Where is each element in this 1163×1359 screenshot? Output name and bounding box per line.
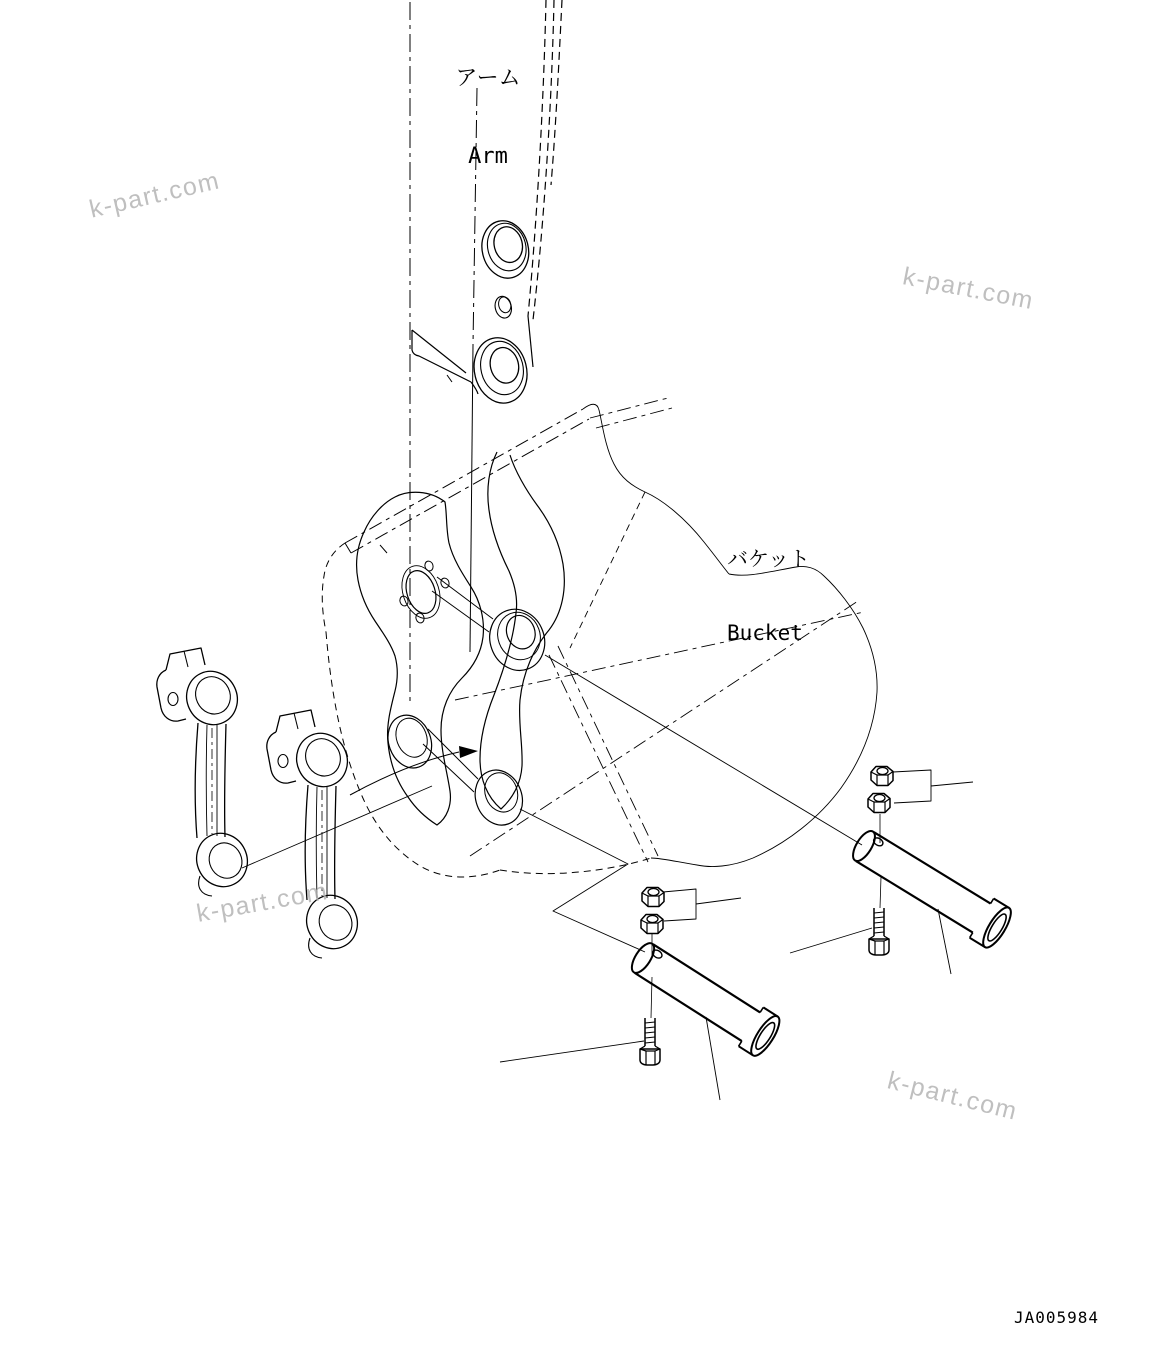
bolt-right	[869, 908, 889, 955]
arm-label-ja: アーム	[455, 65, 521, 91]
callout-leaders	[500, 770, 973, 1100]
watermark-top-right: k-part.com	[900, 262, 1037, 316]
nut-left-2	[641, 915, 663, 934]
arm-boss-upper	[476, 216, 535, 283]
watermark-top-left: k-part.com	[86, 166, 223, 224]
bucket-link-left	[157, 648, 256, 896]
bolt-right-leader	[790, 928, 872, 953]
arm-axis-line	[470, 345, 473, 652]
link-to-bracket-line	[242, 786, 432, 868]
assembly-arrow	[350, 746, 478, 795]
bracket-plate-front	[357, 492, 484, 825]
part-axis-lines	[651, 814, 881, 1018]
watermark-bottom-right: k-part.com	[884, 1066, 1021, 1126]
pin-right	[846, 822, 1016, 951]
boss-to-pin-left-zigzag	[520, 809, 645, 952]
nut-left-1	[642, 888, 664, 907]
bolt-left-leader	[500, 1041, 644, 1062]
bucket-link-right	[267, 710, 366, 958]
bracket-eye-rear-upper	[481, 601, 553, 678]
nut-right-2	[868, 794, 890, 813]
watermark-middle-left: k-part.com	[194, 877, 331, 928]
pin-left	[624, 935, 784, 1060]
nut-right-1	[871, 767, 893, 786]
bucket-label-ja: バケット	[727, 546, 810, 571]
arm-label-en: Arm	[468, 143, 508, 169]
arm-boss-lower	[467, 332, 533, 409]
bracket-plate-rear	[480, 452, 564, 809]
bracket-boss-front-lower	[381, 709, 439, 774]
drawing-number: JA005984	[1014, 1308, 1100, 1327]
pin-left-leader	[706, 1017, 720, 1100]
arm-label	[440, 14, 536, 222]
bucket-label	[727, 497, 847, 695]
nuts-callout-left	[663, 889, 741, 921]
arm-hole-small	[493, 295, 514, 320]
bucket-bracket	[357, 452, 565, 832]
nuts-callout-right	[893, 770, 973, 803]
arm-foot	[412, 330, 478, 394]
bucket-label-en: Bucket	[727, 620, 803, 645]
